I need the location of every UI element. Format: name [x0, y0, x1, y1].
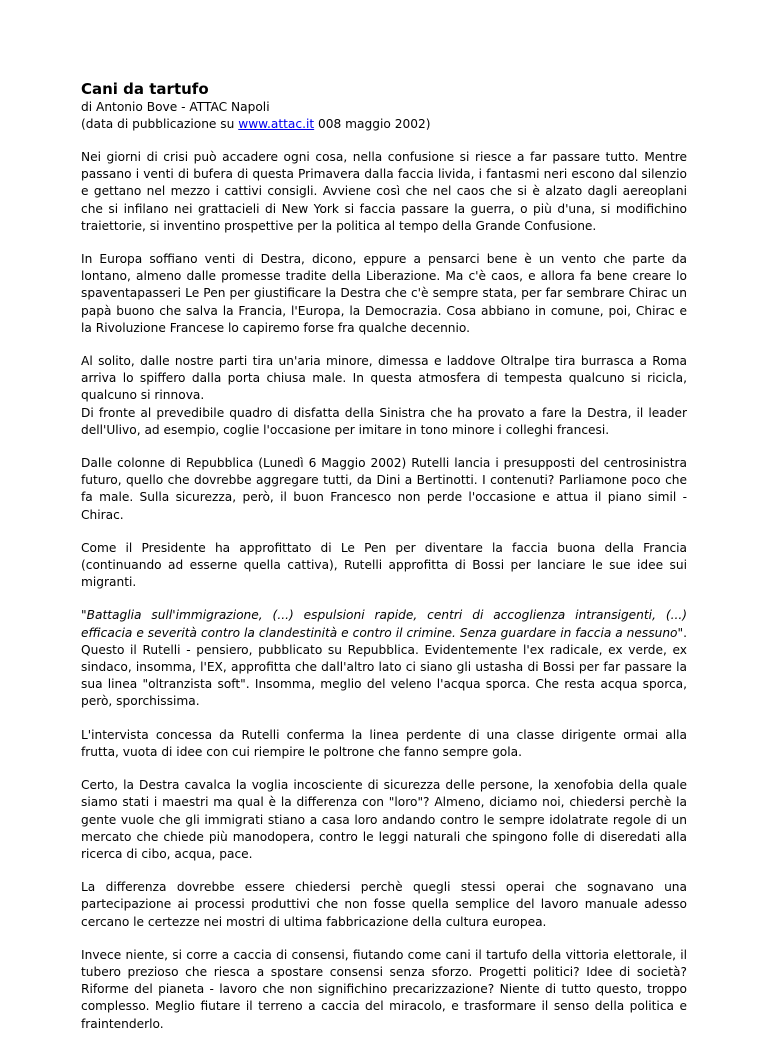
paragraph-8: Certo, la Destra cavalca la voglia incosciente di sicurezza delle persone, la xenofobia della quale siamo stati i maestri ma qual è la differenza con "loro"? Almeno, diciamo noi, chiedersi perchè la gente vuole che gli immigrati stiano a casa loro andando contro le sempre idolatrate regole di un mercato che chiede più manodopera, contro le leggi naturali che spingono folle di diseredati alla ricerca di cibo, acqua, pace.: [81, 778, 687, 861]
paragraph-6: [81, 607, 687, 710]
quote-open: ": [81, 608, 87, 623]
paragraph-3-part-2: Di fronte al prevedibile quadro di disfatta della Sinistra che ha provato a fare la Destra, il leader dell'Ulivo, ad esempio, coglie l'occasione per imitare in tono minore i colleghi francesi.: [81, 405, 687, 437]
article-byline: di Antonio Bove - ATTAC Napoli: [81, 100, 270, 114]
paragraph-10: Invece niente, si corre a caccia di consensi, fiutando come cani il tartufo della vittoria elettorale, il tubero prezioso che riesca a spostare consensi senza sforzo. Progetti politici? Idee di società? Riforme del pianeta - lavoro che non significhino precarizzazione? Niente di tutto questo, troppo complesso. Meglio fiutare il terreno a caccia del miracolo, e trasformare il senso della politica e fraintenderlo.: [81, 947, 687, 1031]
pubdate-suffix: 008 maggio 2002): [314, 117, 431, 131]
paragraph-3-part-1: Al solito, dalle nostre parti tira un'aria minore, dimessa e laddove Oltralpe tira burrasca a Roma arriva lo spiffero dalla porta chiusa male. In questa atmosfera di tempesta qualcuno si ricicla, qualcuno si rinnova.: [81, 354, 687, 403]
article: [81, 80, 687, 1049]
paragraph-7: L'intervista concessa da Rutelli conferma la linea perdente di una classe dirigente ormai alla frutta, vuota di idee con cui riempire le poltrone che fanno sempre gola.: [81, 727, 687, 759]
pubdate-prefix: (data di pubblicazione su: [81, 117, 239, 131]
paragraph-2: In Europa soffiano venti di Destra, dicono, eppure a pensarci bene è un vento che parte da lontano, almeno dalle promesse tradite della Liberazione. Ma c'è caos, e allora fa bene creare lo spaventapasseri Le Pen per giustificare la Destra che c'è sempre stata, per far sembrare Chirac un papà buono che salva la Francia, l'Europa, la Democrazia. Cosa abbiano in comune, poi, Chirac e la Rivoluzione Francese lo capiremo forse fra qualche decennio.: [81, 252, 687, 335]
article-title: Cani da tartufo: [81, 80, 209, 98]
paragraph-3: [81, 353, 687, 439]
publication-date: [81, 116, 687, 133]
rutelli-quote: Battaglia sull'immigrazione, (...) espulsioni rapide, centri di accoglienza intransigenti, (...) efficacia e severità contro la clandestinità e contro il crimine. Senza guardare in faccia a nessuno: [81, 608, 687, 640]
paragraph-9: La differenza dovrebbe essere chiedersi perchè quegli stessi operai che sognavano una partecipazione ai processi produttivi che non fosse quella semplice del lavoro manuale adesso cercano le certezze nei mostri di ultima fabbricazione della cultura europea.: [81, 880, 687, 929]
paragraph-5: Come il Presidente ha approfittato di Le Pen per diventare la faccia buona della Francia (continuando ad esserne quella cattiva), Rutelli approfitta di Bossi per lanciare le sue idee sui migranti.: [81, 540, 687, 590]
quote-commentary: ". Questo il Rutelli - pensiero, pubblicato su Repubblica. Evidentemente l'ex radicale, ex verde, ex sindaco, insomma, l'EX, approfitta che dall'altro lato ci siano gli ustasha di Bossi per far passare la sua linea "oltranzista soft". Insomma, meglio del veleno l'acqua sporca. Che resta acqua sporca, però, sporchissima.: [81, 625, 687, 709]
attac-link[interactable]: www.attac.it: [238, 117, 315, 131]
paragraph-1: Nei giorni di crisi può accadere ogni cosa, nella confusione si riesce a far passare tutto. Mentre passano i venti di bufera di questa Primavera dalla faccia livida, i fantasmi neri escono dal silenzio e gettano nel mezzo i cattivi consigli. Avviene così che nel caos che si è alzato dagli aereoplani che si infilano nei grattacieli di New York si faccia passare la guerra, o più d'una, si modifichino traiettorie, si inventino prospettive per la politica al tempo della Grande Confusione.: [81, 150, 687, 233]
paragraph-4: Dalle colonne di Repubblica (Lunedì 6 Maggio 2002) Rutelli lancia i presupposti del centrosinistra futuro, quello che dovrebbe aggregare tutti, da Dini a Bertinotti. I contenuti? Parliamone poco che fa male. Sulla sicurezza, però, il buon Francesco non perde l'occasione e attua il piano simil - Chirac.: [81, 456, 687, 522]
